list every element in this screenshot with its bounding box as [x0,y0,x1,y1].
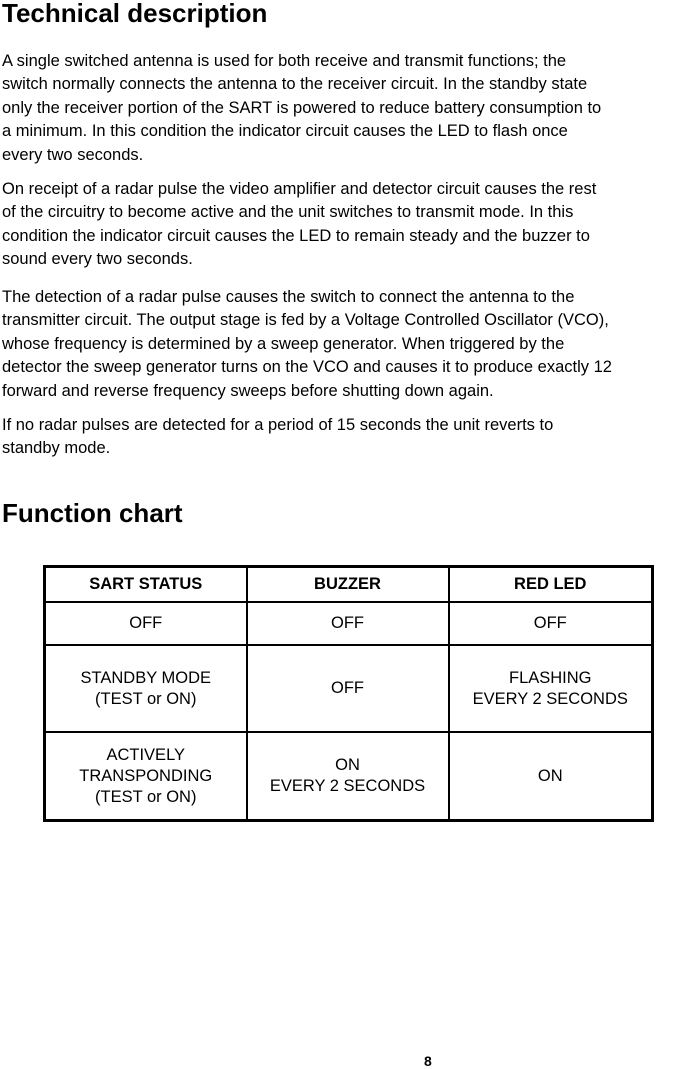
table-row [45,645,653,732]
table-cell [449,602,653,645]
cell-line: (TEST or ON) [95,787,197,806]
cell-line: EVERY 2 SECONDS [269,777,426,795]
table-cell [449,732,653,821]
table-cell [247,602,449,645]
paragraph-line: switch normally connects the antenna to the receiver circuit. In the standby state [2,75,588,94]
technical-description-heading: Technical description [2,0,268,28]
cell-line: OFF [331,679,364,697]
cell-line: OFF [331,614,364,632]
cell-line: (TEST or ON) [95,689,197,708]
cell-line: TRANSPONDING [79,766,213,785]
paragraph-line: transmitter circuit. The output stage is fed by a Voltage Controlled Oscillator (VCO), [2,311,609,330]
cell-line: FLASHING [508,668,592,687]
table-row [45,732,653,821]
cell-line: OFF [129,614,163,632]
paragraph-1 [2,50,693,167]
cell-line: ON [335,756,360,774]
cell-line: ACTIVELY [106,745,186,764]
function-chart-heading: Function chart [2,498,183,528]
table-row [45,602,653,645]
table-cell [45,732,247,821]
cell-line: ON [537,766,563,785]
cell-line: STANDBY MODE [80,668,211,687]
paragraph-line: A single switched antenna is used for both receive and transmit functions; the [2,52,567,70]
paragraph-line: condition the indicator circuit causes the LED to remain steady and the buzzer to [2,226,590,245]
paragraph-line: every two seconds. [2,145,144,164]
table-cell [449,645,653,732]
page-number: 8 [424,1053,432,1069]
paragraph-line: If no radar pulses are detected for a period of 15 seconds the unit reverts to [2,416,554,434]
table-cell [247,645,449,732]
paragraph-line: standby mode. [2,439,111,458]
paragraph-line: detector the sweep generator turns on the VCO and causes it to produce exactly 12 [2,358,612,377]
paragraph-4 [2,414,693,461]
paragraph-line: On receipt of a radar pulse the video amplifier and detector circuit causes the rest [2,180,597,198]
paragraph-line: The detection of a radar pulse causes the switch to connect the antenna to the [2,288,575,306]
paragraph-line: a minimum. In this condition the indicator circuit causes the LED to flash once [2,122,568,141]
paragraph-2 [2,178,693,272]
header-buzzer: BUZZER [247,567,449,603]
paragraph-line: only the receiver portion of the SART is powered to reduce battery consumption to [2,98,602,117]
header-sart-status: SART STATUS [45,567,247,603]
table-cell [247,732,449,821]
table-header-row [45,567,653,603]
function-chart-table [43,565,654,822]
table-cell [45,645,247,732]
cell-line: EVERY 2 SECONDS [472,689,628,708]
paragraph-3 [2,286,693,403]
paragraph-line: of the circuitry to become active and the unit switches to transmit mode. In this [2,203,574,222]
paragraph-line: whose frequency is determined by a sweep generator. When triggered by the [2,334,565,353]
paragraph-line: sound every two seconds. [2,250,193,269]
header-red-led: RED LED [449,567,653,603]
table-cell [45,602,247,645]
paragraph-line: forward and reverse frequency sweeps before shutting down again. [2,381,494,400]
cell-line: OFF [533,614,567,632]
